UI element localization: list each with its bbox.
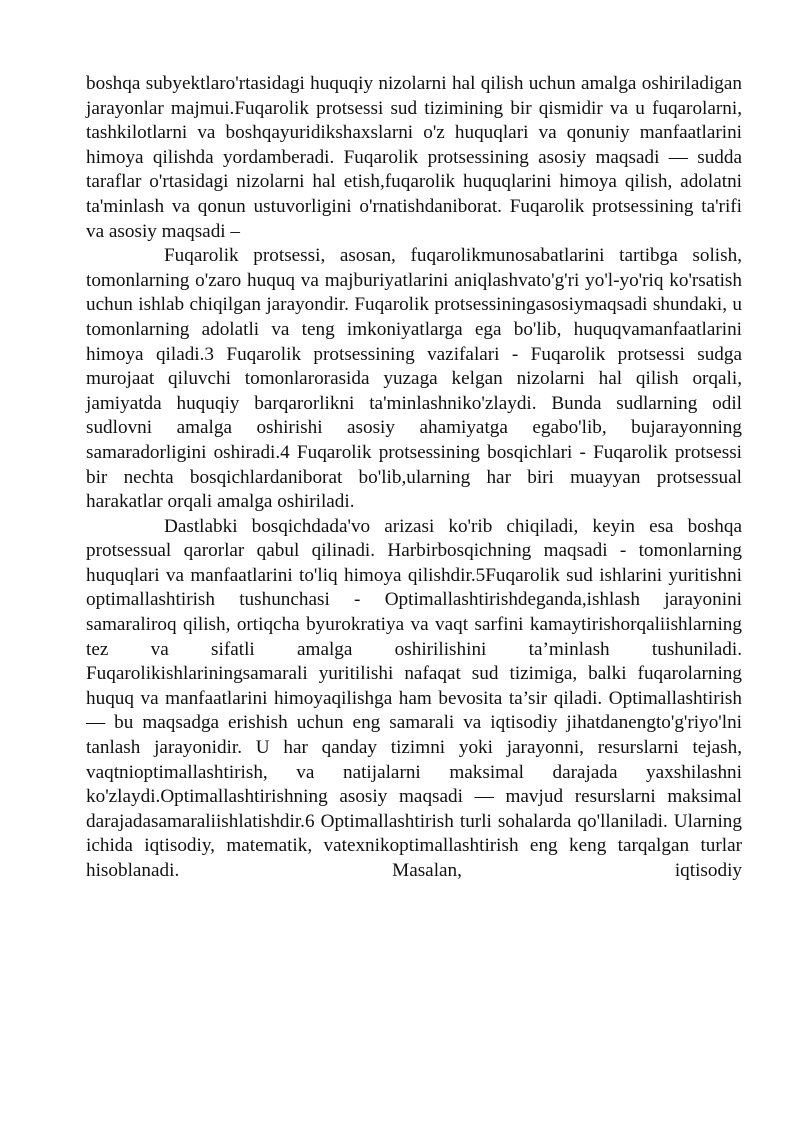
paragraph-3: Dastlabki bosqichdada'vo arizasi ko'rib chiqiladi, keyin esa boshqa protsessual qarorlar qabul qilinadi. Harbirbosqichning maqsadi - tomonlarning huquqlari va manfaatlarini to'liq himoya qilishdir.5Fuqarolik sud ishlarini yuritishni optimallashtirish tushunchasi - Optimallashtirishdeganda,ishlash jarayonini samaraliroq qilish, ortiqcha byurokratiya va vaqt sarfini kamaytirishorqaliishlarning tez va sifatli amalga oshirilishini ta’minlash tushuniladi. Fuqarolikishlariningsamarali yuritilishi nafaqat sud tizimiga, balki fuqarolarning huquq va manfaatlarini himoyaqilishga ham bevosita ta’sir qiladi. Optimallashtirish — bu maqsadga erishish uchun eng samarali va iqtisodiy jihatdanengto'g'riyo'lni tanlash jarayonidir. U har qanday tizimni yoki jarayonni, resurslarni tejash, vaqtnioptimallashtirish, va natijalarni maksimal darajada yaxshilashni ko'zlaydi.Optimallashtirishning asosiy maqsadi — mavjud resurslarni maksimal darajadasamaraliishlatishdir.6 Optimallashtirish turli sohalarda qo'llaniladi. Ularning ichida iqtisodiy, matematik, vatexnikoptimallashtirish eng keng tarqalgan turlar hisoblanadi. Masalan, iqtisodiy xyxy=(86,515,742,881)
paragraph-2: Fuqarolik protsessi, asosan, fuqarolikmunosabatlarini tartibga solish, tomonlarning o'zaro huquq va majburiyatlarini aniqlashvato'g'ri yo'l-yo'riq ko'rsatish uchun ishlab chiqilgan jarayondir. Fuqarolik protsessiningasosiymaqsadi shundaki, u tomonlarning adolatli va teng imkoniyatlarga ega bo'lib, huquqvamanfaatlarini himoya qiladi.3 Fuqarolik protsessining vazifalari - Fuqarolik protsessi sudga murojaat qiluvchi tomonlarorasida yuzaga kelgan nizolarni hal qilish orqali, jamiyatda huquqiy barqarorlikni ta'minlashniko'zlaydi. Bunda sudlarning odil sudlovni amalga oshirishi asosiy ahamiyatga egabo'lib, bujarayonning samaradorligini oshiradi.4 Fuqarolik protsessining bosqichlari - Fuqarolik protsessi bir nechta bosqichlardaniborat bo'lib,ularning har biri muayyan protsessual harakatlar orqali amalga oshiriladi. xyxy=(86,245,742,513)
paragraph-1: boshqa subyektlaro'rtasidagi huquqiy nizolarni hal qilish uchun amalga oshiriladigan jarayonlar majmui.Fuqarolik protsessi sud tizimining bir qismidir va u fuqarolarni, tashkilotlarni va boshqayuridikshaxslarni o'z huquqlari va qonuniy manfaatlarini himoya qilishda yordamberadi. Fuqarolik protsessining asosiy maqsadi — sudda taraflar o'rtasidagi nizolarni hal etish,fuqarolik huquqlarini himoya qilish, adolatni ta'minlash va qonun ustuvorligini o'rnatishdaniborat. Fuqarolik protsessining ta'rifi va asosiy maqsadi – xyxy=(86,73,742,242)
document-page xyxy=(86,72,742,884)
